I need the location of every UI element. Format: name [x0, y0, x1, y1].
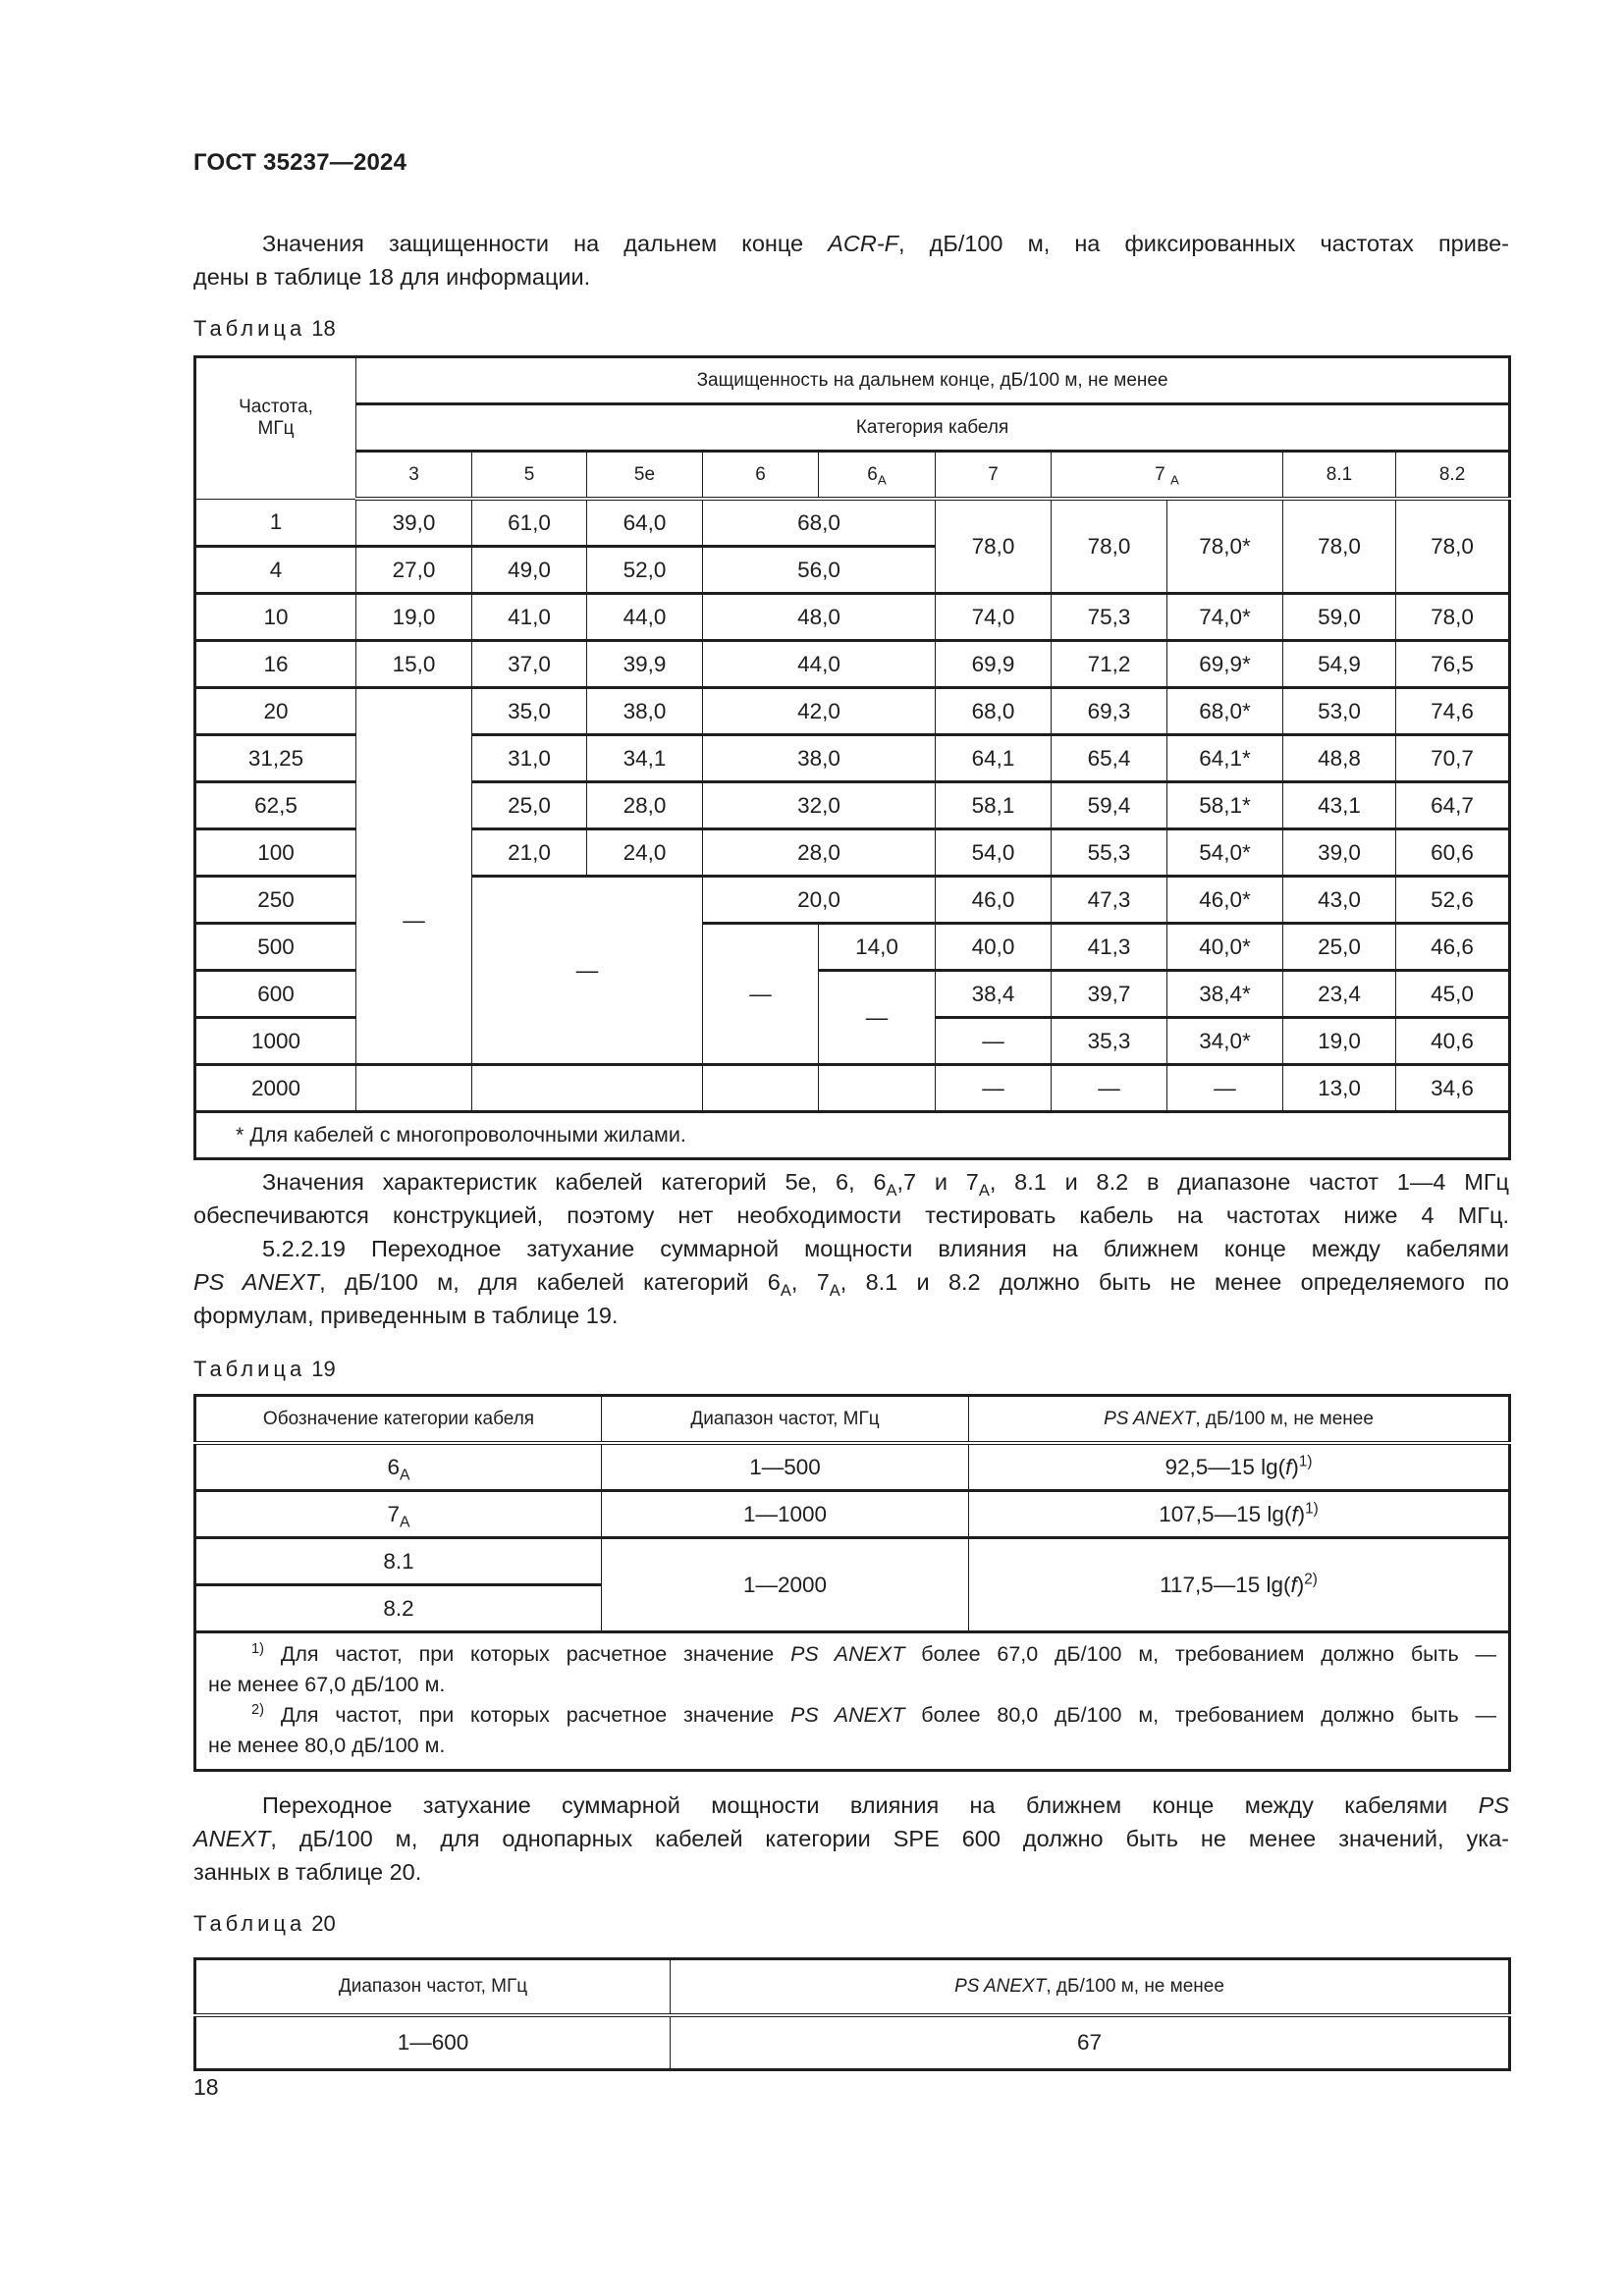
- value-cell: 15,0: [356, 641, 472, 688]
- value-cell: 52,0: [587, 547, 703, 594]
- value-cell: 28,0: [587, 782, 703, 829]
- value-cell: 69,9: [936, 641, 1052, 688]
- value-cell: 74,0*: [1167, 594, 1283, 641]
- freq-cell: 600: [195, 971, 356, 1018]
- value-cell: 70,7: [1396, 735, 1510, 782]
- table20-caption: [193, 1911, 336, 1937]
- caption-word: Таблица: [193, 316, 306, 341]
- value-cell: 39,0: [356, 499, 472, 547]
- value-cell: 68,0: [703, 499, 936, 547]
- dash-cell: —: [703, 924, 819, 1065]
- value-cell: 64,1: [936, 735, 1052, 782]
- value-cell: 43,1: [1283, 782, 1396, 829]
- cat-8-1: 8.1: [1283, 452, 1396, 500]
- header-value: PS ANEXT, дБ/100 м, не менее: [969, 1396, 1510, 1444]
- table-row: [195, 594, 1510, 641]
- caption-word: Таблица: [193, 1911, 306, 1936]
- value-cell: —: [1167, 1065, 1283, 1112]
- freq-cell: 100: [195, 829, 356, 877]
- category-cell: $6_A$: [195, 1443, 602, 1491]
- dash-cell: —: [356, 688, 472, 1065]
- freq-cell: 10: [195, 594, 356, 641]
- para3-line-3: формулам, приведенным в таблице 19.: [193, 1303, 619, 1328]
- value-cell: 67: [671, 2015, 1510, 2070]
- freq-cell: 250: [195, 877, 356, 924]
- cat-5: 5: [472, 452, 587, 500]
- group-header: Защищенность на дальнем конце, дБ/100 м, не менее: [356, 357, 1510, 404]
- value-cell: 78,0*: [1167, 499, 1283, 594]
- empty-cell: [819, 1065, 936, 1112]
- value-cell: 59,4: [1052, 782, 1167, 829]
- footnote-2-cont: не менее 80,0 дБ/100 м.: [208, 1734, 446, 1757]
- value-cell: 21,0: [472, 829, 587, 877]
- value-cell: 60,6: [1396, 829, 1510, 877]
- value-cell: 78,0: [936, 499, 1052, 594]
- term-acr-f: ACR-F: [828, 231, 899, 256]
- value-cell: 27,0: [356, 547, 472, 594]
- header-value: PS ANEXT, дБ/100 м, не менее: [671, 1959, 1510, 2016]
- value-cell: 64,0: [587, 499, 703, 547]
- freq-cell: 2000: [195, 1065, 356, 1112]
- value-cell: 52,6: [1396, 877, 1510, 924]
- range-cell: 1—600: [195, 2015, 671, 2070]
- value-cell: 20,0: [703, 877, 936, 924]
- value-cell: 78,0: [1283, 499, 1396, 594]
- value-cell: 14,0: [819, 924, 936, 971]
- category-header: Категория кабеля: [356, 404, 1510, 452]
- value-cell: 38,4*: [1167, 971, 1283, 1018]
- cat-8-2: 8.2: [1396, 452, 1510, 500]
- para4-line-2: ANEXT, дБ/100 м, для однопарных кабелей категории SPE 600 должно быть не менее значений, ука-: [193, 1826, 1509, 1851]
- table-row: [195, 1491, 1510, 1538]
- value-cell: 64,1*: [1167, 735, 1283, 782]
- value-cell: 24,0: [587, 829, 703, 877]
- intro-paragraph: [193, 227, 1509, 294]
- value-cell: 75,3: [1052, 594, 1167, 641]
- value-cell: 31,0: [472, 735, 587, 782]
- para2-line-2: обеспечиваются конструкцией, поэтому нет необходимости тестировать кабель на частотах ниже 4 МГц.: [193, 1202, 1509, 1228]
- value-cell: 78,0: [1396, 594, 1510, 641]
- caption-number: 19: [311, 1357, 336, 1381]
- value-cell: 53,0: [1283, 688, 1396, 735]
- value-cell: 35,3: [1052, 1018, 1167, 1065]
- footnote-2: $^{2)}$ Для частот, при которых расчетное значение PS ANEXT более 80,0 дБ/100 м, требованием должно быть —: [251, 1701, 1496, 1727]
- para2-line-1: Значения характеристик кабелей категорий 5е, 6, $6_A,7$ и $7_A$, 8.1 и 8.2 в диапазоне частот 1—4 МГц: [262, 1169, 1510, 1200]
- table18-footnote: * Для кабелей с многопроволочными жилами.: [195, 1112, 1510, 1159]
- value-cell: 40,0*: [1167, 924, 1283, 971]
- category-cell: 8.2: [195, 1585, 602, 1632]
- document-id-header: ГОСТ 35237—2024: [193, 149, 407, 176]
- para4-line-1: Переходное затухание суммарной мощности влияния на ближнем конце между кабелями PS: [262, 1792, 1509, 1818]
- value-cell: 39,9: [587, 641, 703, 688]
- table-row: [195, 1443, 1510, 1491]
- para3-line-2: PS ANEXT, дБ/100 м, для кабелей категорий $6_A$, $7_A$, 8.1 и 8.2 должно быть не менее определяемого по: [193, 1269, 1510, 1300]
- caption-number: 20: [311, 1911, 336, 1936]
- para3-line-1: 5.2.2.19 Переходное затухание суммарной мощности влияния на ближнем конце между кабелями: [262, 1236, 1509, 1261]
- value-cell: 40,0: [936, 924, 1052, 971]
- paragraph-5-2-2-19: [193, 1232, 1509, 1332]
- value-cell: 39,0: [1283, 829, 1396, 877]
- category-cell: 8.1: [195, 1538, 602, 1585]
- table-row: [195, 688, 1510, 735]
- table-19: [193, 1394, 1511, 1772]
- value-cell: 39,7: [1052, 971, 1167, 1018]
- header-category: Обозначение категории кабеля: [195, 1396, 602, 1444]
- freq-cell: 1000: [195, 1018, 356, 1065]
- value-cell: 68,0*: [1167, 688, 1283, 735]
- footnote-1: $^{1)}$ Для частот, при которых расчетное значение PS ANEXT более 67,0 дБ/100 м, требованием должно быть —: [251, 1640, 1496, 1666]
- value-cell: 71,2: [1052, 641, 1167, 688]
- value-cell: 49,0: [472, 547, 587, 594]
- value-cell: 48,0: [703, 594, 936, 641]
- table19-footnotes: [195, 1632, 1510, 1771]
- text: Значения защищенности на дальнем конце: [262, 231, 829, 256]
- formula-cell: 107,5—15 $\lg(f)^{1)}$: [969, 1491, 1510, 1538]
- empty-cell: [703, 1065, 819, 1112]
- caption-number: 18: [311, 316, 336, 341]
- value-cell: 59,0: [1283, 594, 1396, 641]
- value-cell: 54,0: [936, 829, 1052, 877]
- value-cell: 58,1: [936, 782, 1052, 829]
- value-cell: 25,0: [472, 782, 587, 829]
- value-cell: 76,5: [1396, 641, 1510, 688]
- freq-cell: 62,5: [195, 782, 356, 829]
- value-cell: 54,9: [1283, 641, 1396, 688]
- para4-line-3: занных в таблице 20.: [193, 1859, 422, 1885]
- value-cell: 35,0: [472, 688, 587, 735]
- freq-cell: 500: [195, 924, 356, 971]
- cat-7a: 7 $_A$: [1052, 452, 1283, 500]
- value-cell: 46,0*: [1167, 877, 1283, 924]
- range-cell: 1—500: [602, 1443, 969, 1491]
- value-cell: 13,0: [1283, 1065, 1396, 1112]
- value-cell: 44,0: [587, 594, 703, 641]
- freq-cell: 20: [195, 688, 356, 735]
- value-cell: 46,6: [1396, 924, 1510, 971]
- empty-cell: [356, 1065, 472, 1112]
- dash-cell: —: [819, 971, 936, 1065]
- caption-word: Таблица: [193, 1357, 306, 1381]
- value-cell: 38,0: [587, 688, 703, 735]
- cat-6: 6: [703, 452, 819, 500]
- range-cell: 1—1000: [602, 1491, 969, 1538]
- table-row: [195, 2015, 1510, 2070]
- value-cell: —: [936, 1018, 1052, 1065]
- value-cell: 34,1: [587, 735, 703, 782]
- value-cell: 48,8: [1283, 735, 1396, 782]
- intro-line-2: дены в таблице 18 для информации.: [193, 264, 591, 290]
- value-cell: 45,0: [1396, 971, 1510, 1018]
- value-cell: 55,3: [1052, 829, 1167, 877]
- formula-cell: 117,5—15 $\lg(f)^{2)}$: [969, 1538, 1510, 1632]
- cat-7: 7: [936, 452, 1052, 500]
- category-cell: $7_A$: [195, 1491, 602, 1538]
- text: , дБ/100 м, на фиксированных частотах приве-: [898, 231, 1509, 256]
- intro-line-1: [193, 227, 1509, 260]
- table-row: [195, 641, 1510, 688]
- paragraph-spe600: [193, 1789, 1509, 1889]
- value-cell: 25,0: [1283, 924, 1396, 971]
- value-cell: 56,0: [703, 547, 936, 594]
- table-18: [193, 355, 1511, 1160]
- footnote-1-cont: не менее 67,0 дБ/100 м.: [208, 1673, 446, 1696]
- empty-cell: [472, 1065, 703, 1112]
- value-cell: 41,0: [472, 594, 587, 641]
- value-cell: 37,0: [472, 641, 587, 688]
- cat-6a: $6_A$: [819, 452, 936, 500]
- table19-caption: [193, 1357, 336, 1382]
- value-cell: 42,0: [703, 688, 936, 735]
- value-cell: 38,4: [936, 971, 1052, 1018]
- freq-cell: 4: [195, 547, 356, 594]
- table18-caption: [193, 316, 336, 342]
- page-number: 18: [193, 2074, 219, 2100]
- value-cell: 38,0: [703, 735, 936, 782]
- freq-cell: 1: [195, 499, 356, 547]
- table-20: [193, 1957, 1511, 2071]
- cat-5e: 5e: [587, 452, 703, 500]
- value-cell: —: [936, 1065, 1052, 1112]
- freq-header: [195, 357, 356, 500]
- value-cell: 46,0: [936, 877, 1052, 924]
- value-cell: 64,7: [1396, 782, 1510, 829]
- value-cell: 78,0: [1396, 499, 1510, 594]
- header-range: Диапазон частот, МГц: [195, 1959, 671, 2016]
- table-row: [195, 499, 1510, 547]
- range-cell: 1—2000: [602, 1538, 969, 1632]
- value-cell: —: [1052, 1065, 1167, 1112]
- value-cell: 32,0: [703, 782, 936, 829]
- value-cell: 74,6: [1396, 688, 1510, 735]
- value-cell: 61,0: [472, 499, 587, 547]
- formula-cell: 92,5—15 $\lg(f)^{1)}$: [969, 1443, 1510, 1491]
- dash-cell: —: [472, 877, 703, 1065]
- value-cell: 65,4: [1052, 735, 1167, 782]
- value-cell: 68,0: [936, 688, 1052, 735]
- freq-cell: 31,25: [195, 735, 356, 782]
- value-cell: 28,0: [703, 829, 936, 877]
- value-cell: 69,9*: [1167, 641, 1283, 688]
- value-cell: 34,6: [1396, 1065, 1510, 1112]
- value-cell: 19,0: [1283, 1018, 1396, 1065]
- value-cell: 41,3: [1052, 924, 1167, 971]
- table-row: [195, 1538, 1510, 1585]
- paragraph-categories-note: [193, 1165, 1509, 1232]
- value-cell: 34,0*: [1167, 1018, 1283, 1065]
- freq-cell: 16: [195, 641, 356, 688]
- header-range: Диапазон частот, МГц: [602, 1396, 969, 1444]
- value-cell: 19,0: [356, 594, 472, 641]
- value-cell: 78,0: [1052, 499, 1167, 594]
- value-cell: 40,6: [1396, 1018, 1510, 1065]
- value-cell: 58,1*: [1167, 782, 1283, 829]
- value-cell: 43,0: [1283, 877, 1396, 924]
- value-cell: 23,4: [1283, 971, 1396, 1018]
- freq-header-text: Частота, МГц: [239, 397, 313, 440]
- value-cell: 47,3: [1052, 877, 1167, 924]
- value-cell: 69,3: [1052, 688, 1167, 735]
- value-cell: 74,0: [936, 594, 1052, 641]
- table-row: [195, 1065, 1510, 1112]
- value-cell: 44,0: [703, 641, 936, 688]
- value-cell: 54,0*: [1167, 829, 1283, 877]
- cat-3: 3: [356, 452, 472, 500]
